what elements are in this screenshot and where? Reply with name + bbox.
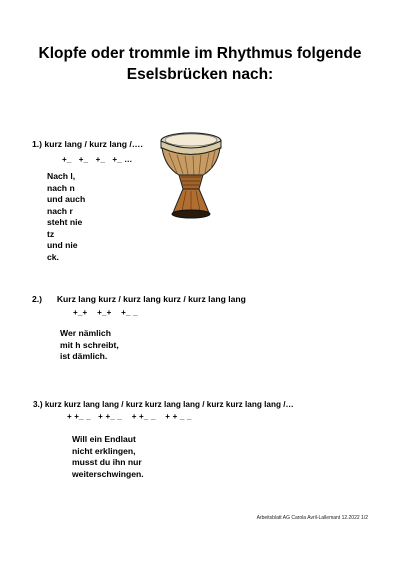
djembe-drum-icon <box>157 131 225 221</box>
mnemonic-line: tz <box>47 228 55 239</box>
mnemonic-line: steht nie <box>47 217 83 227</box>
section-2-rhythm: +_+ +_+ +_ _ <box>73 308 138 317</box>
section-1-pattern: kurz lang / kurz lang /…. <box>44 139 143 149</box>
mnemonic-line: und auch <box>47 194 86 204</box>
section-3-pattern: kurz kurz lang lang / kurz kurz lang lang / kurz kurz lang lang /… <box>44 400 294 409</box>
mnemonic-line: musst du ihn nur <box>72 457 142 467</box>
mnemonic-line: ist dämlich. <box>60 351 108 361</box>
mnemonic-line: Will ein Endlaut <box>72 434 136 444</box>
section-1-header <box>32 139 143 151</box>
section-2-number: 2.) <box>32 294 43 304</box>
page-footer: Arbeitsblatt AG Carola Avril-Lallemant 12.2022 1/2 <box>256 515 368 521</box>
mnemonic-line: nicht erklingen, <box>72 445 136 456</box>
mnemonic-line: Nach l, <box>47 171 76 181</box>
section-3-mnemonic <box>72 434 144 480</box>
section-1-number: 1.) <box>32 139 43 149</box>
mnemonic-line: Wer nämlich <box>60 328 111 338</box>
mnemonic-line: weiterschwingen. <box>72 468 144 479</box>
section-1-mnemonic <box>47 171 85 263</box>
section-3-rhythm: + +_ _ + +_ _ + +_ _ + + _ _ <box>67 412 192 421</box>
title-line-2: Eselsbrücken nach: <box>126 66 274 83</box>
section-2-pattern: Kurz lang kurz / kurz lang kurz / kurz lang lang <box>56 294 246 304</box>
section-3-header <box>33 399 294 410</box>
section-3-number: 3.) <box>33 400 43 409</box>
page-title <box>0 43 400 85</box>
section-2-mnemonic <box>60 328 119 363</box>
mnemonic-line: nach r <box>47 205 73 216</box>
section-2-header <box>32 294 246 306</box>
mnemonic-line: nach n <box>47 182 75 193</box>
mnemonic-line: ck. <box>47 251 59 262</box>
mnemonic-line: mit h schreibt, <box>60 339 119 350</box>
mnemonic-line: und nie <box>47 240 78 250</box>
section-1-rhythm: +_ +_ +_ +_ … <box>62 155 133 164</box>
title-line-1: Klopfe oder trommle im Rhythmus folgende <box>38 45 362 62</box>
